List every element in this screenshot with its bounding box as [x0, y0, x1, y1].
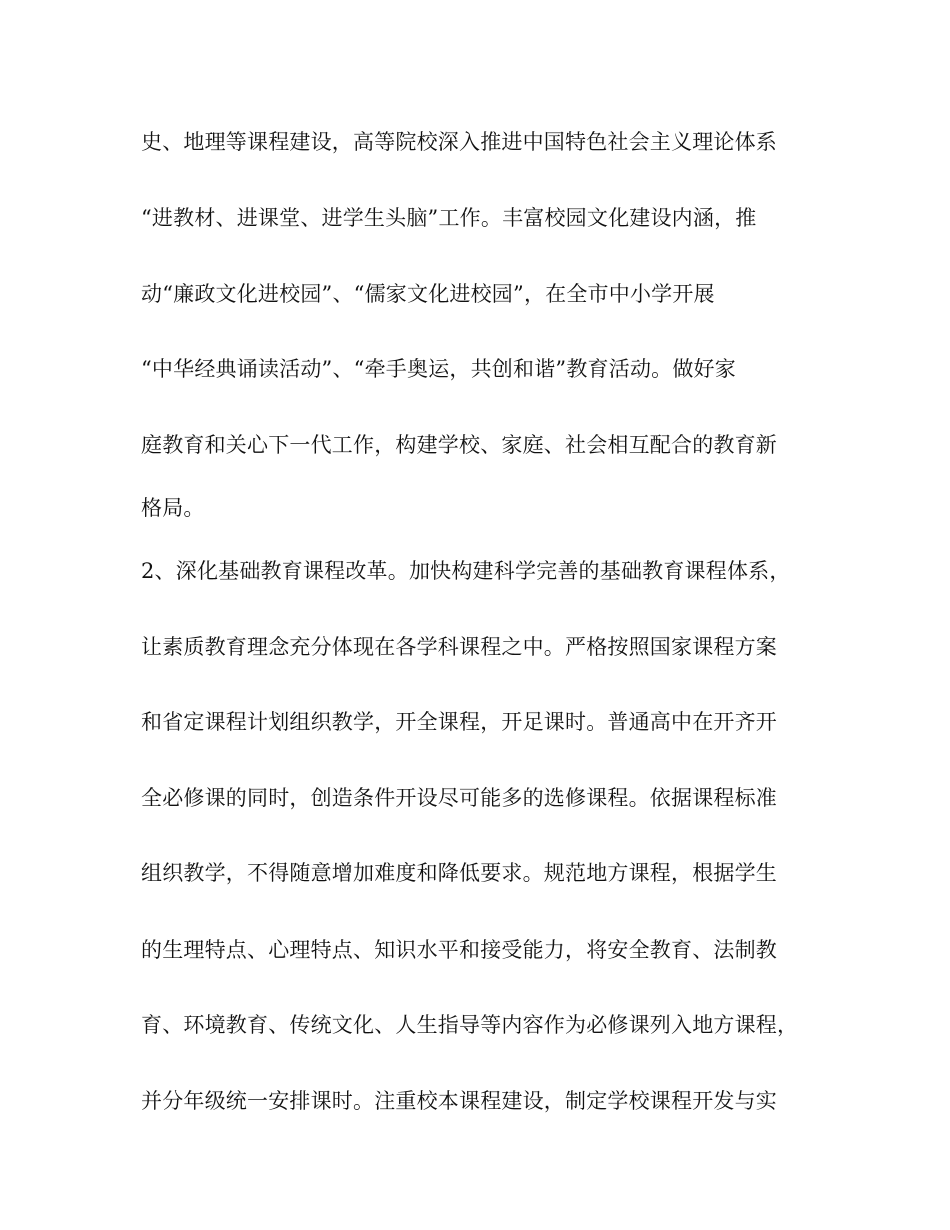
- text-line-14: 并分年级统一安排课时。注重校本课程建设，制定学校课程开发与实: [141, 1089, 777, 1113]
- text-line-9: 和省定课程计划组织教学，开全课程，开足课时。普通高中在开齐开: [141, 710, 777, 734]
- text-line-6: 格局。: [141, 496, 205, 520]
- text-line-11: 组织教学，不得随意增加难度和降低要求。规范地方课程，根据学生: [141, 861, 777, 885]
- text-line-5: 庭教育和关心下一代工作，构建学校、家庭、社会相互配合的教育新: [141, 433, 777, 457]
- text-line-10: 全必修课的同时，创造条件开设尽可能多的选修课程。依据课程标准: [141, 786, 777, 810]
- text-line-8: 让素质教育理念充分体现在各学科课程之中。严格按照国家课程方案: [141, 635, 777, 659]
- text-line-4: “中华经典诵读活动”、“牵手奥运，共创和谐”教育活动。做好家: [141, 357, 736, 381]
- text-line-2: “进教材、进课堂、进学生头脑”工作。丰富校园文化建设内涵，推: [141, 206, 757, 230]
- text-line-3: 动“廉政文化进校园”、“儒家文化进校园”，在全市中小学开展: [141, 282, 715, 306]
- text-line-7: 2、深化基础教育课程改革。加快构建科学完善的基础教育课程体系，: [141, 559, 791, 583]
- text-line-1: 史、地理等课程建设，高等院校深入推进中国特色社会主义理论体系: [141, 130, 777, 154]
- text-line-12: 的生理特点、心理特点、知识水平和接受能力，将安全教育、法制教: [141, 938, 777, 962]
- text-line-13: 育、环境教育、传统文化、人生指导等内容作为必修课列入地方课程，: [141, 1013, 799, 1037]
